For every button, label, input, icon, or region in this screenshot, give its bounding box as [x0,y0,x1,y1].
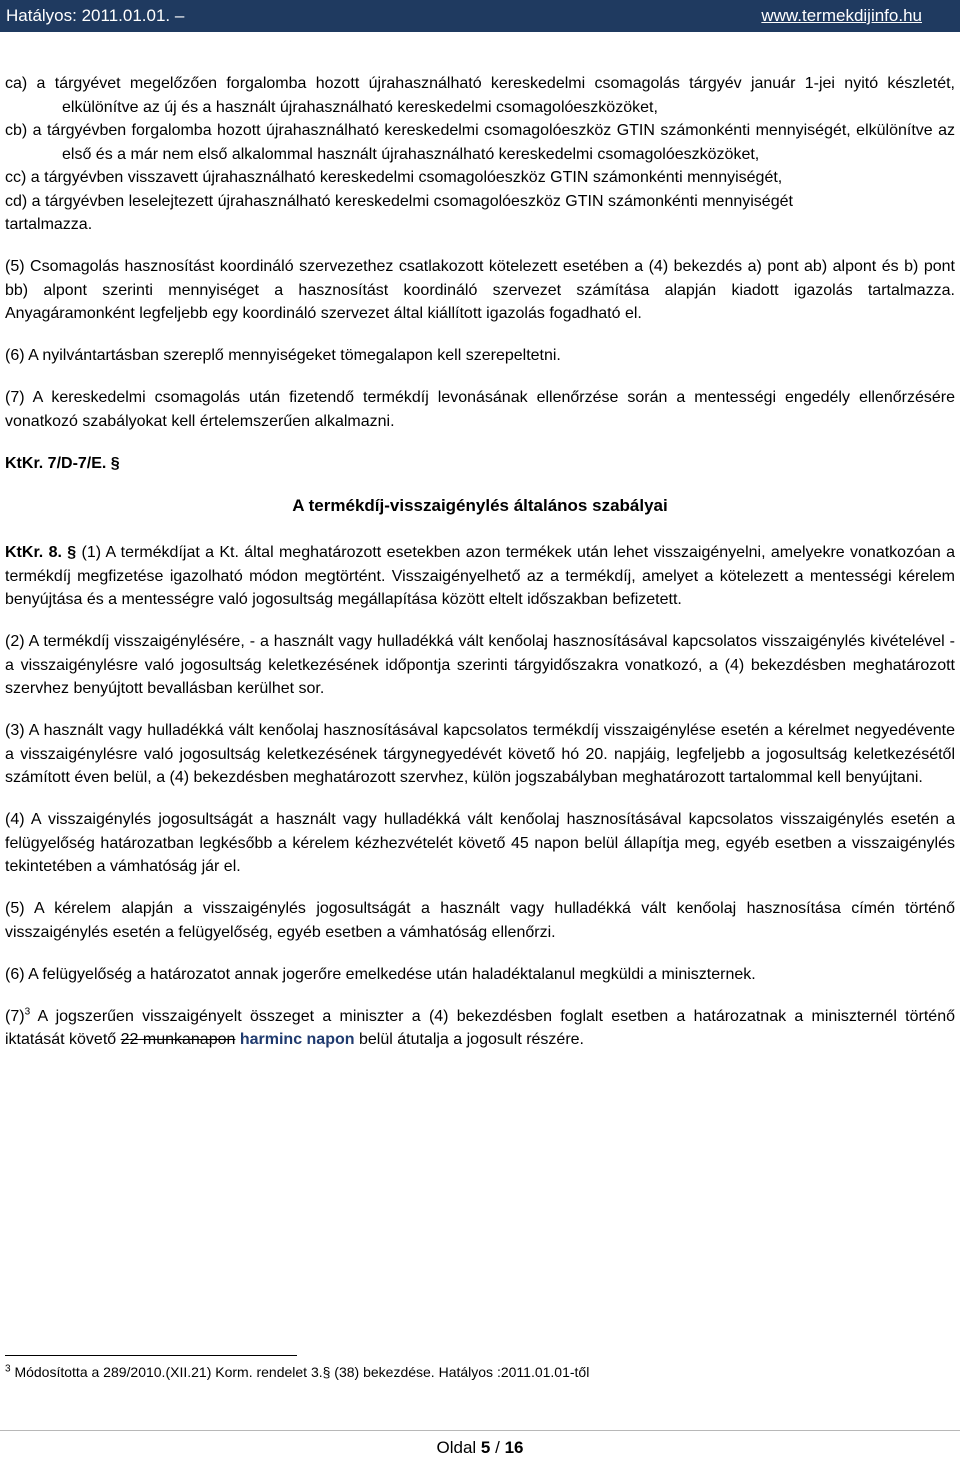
total-pages: 16 [504,1438,524,1457]
paragraph-5: (5) Csomagolás hasznosítást koordináló szervezethez csatlakozott kötelezett esetében a (4) bekezdés a) pont ab) alpont és b) pont bb) alpont szerinti mennyiséget a hasznosítást koordináló szervezet számítása alapján kiadott igazolás tartalmazza. Anyagáramonként legfeljebb egy koordináló szervezet által kiállított igazolás fogadható el. [5,258,955,322]
item-cc: cc) a tárgyévben visszavett újrahasználható kereskedelmi csomagolóeszköz GTIN számonkénti mennyiségét, [5,169,783,186]
footnote-mark: 3 [5,1363,11,1375]
deleted-text: 22 munkanapon [120,1031,236,1048]
p7-main-text: A jogszerűen visszaigényelt összeget a miniszter a (4) bekezdésben foglalt esetben a határozatnak a miniszternél történő iktatását követő [5,1007,955,1048]
footnote-divider [5,1355,297,1356]
footer-divider [0,1430,960,1431]
item-cb: cb) a tárgyévben forgalomba hozott újrahasználható kereskedelmi csomagolóeszköz GTIN számonkénti mennyiségét, elkülönítve az első és a már nem első alkalommal használt újrahasználható kereskedelmi csomagolóeszközöket, [5,122,955,163]
p7-end-text: belül átutalja a jogosult részére. [354,1031,584,1048]
paragraph-7: (7) A kereskedelmi csomagolás után fizetendő termékdíj levonásának ellenőrzése során a mentességi engedély ellenőrzésére vonatkozó szabályokat kell értelemszerűen alkalmazni. [5,389,955,430]
ktkr-8-paragraph-4: (4) A visszaigénylés jogosultságát a használt vagy hulladékká vált kenőolaj hasznosításával kapcsolatos visszaigénylés esetén a felügyelőség határozatban legkésőbb a kérelem kézhezvételét követő 45 napon belül állapítja meg, egyéb esetben a visszaigénylés tekintetében a vámhatóság jár el. [5,811,955,875]
section-title: A termékdíj-visszaigénylés általános szabályai [292,495,668,515]
p7-prefix: (7) [5,1007,25,1025]
page-number [0,1438,960,1458]
items-tail: tartalmazza. [5,216,93,233]
ktkr-8-paragraph-1 [5,541,955,612]
page-header [0,0,960,32]
header-effective-date: Hatályos: 2011.01.01. – [6,6,185,25]
page-prefix: Oldal [436,1438,481,1457]
footnote-reference[interactable]: 3 [24,1006,31,1018]
document-body [5,72,955,1070]
ktkr-8-label: KtKr. 8. § [5,544,77,561]
header-website-link[interactable]: www.termekdijinfo.hu [761,6,922,25]
ktkr-8-paragraph-2: (2) A termékdíj visszaigénylésére, - a használt vagy hulladékká vált kenőolaj hasznosításával kapcsolatos visszaigénylés kivételével - a visszaigénylésre való jogosultság keletkezésének időpontja szerinti tárgyidőszakra vonatkozó, a (4) bekezdésben meghatározott szervhez benyújtott bevallásban kerülhet sor. [5,633,955,697]
footnote [5,1363,955,1381]
item-ca: ca) a tárgyévet megelőzően forgalomba hozott újrahasználható kereskedelmi csomagolás tárgyév január 1-jei nyitó készletét, elkülönítve az új és a használt újrahasználható kereskedelmi csomagolóeszközöket, [5,75,955,116]
ktkr-8-p1-text: (1) A termékdíjat a Kt. által meghatározott esetekben azon termékek után lehet visszaigényelni, amelyekre vonatkozóan a termékdíj megfizetése igazolható módon megtörtént. Visszaigényelhető az a termékdíj, amelyet a kötelezett a mentességi kérelem benyújtása és a mentességre való jogosultság megállapítása között eltelt időszakban befizetett. [5,544,955,608]
paragraph-6: (6) A nyilvántartásban szereplő mennyiségeket tömegalapon kell szerepeltetni. [5,347,561,364]
item-cd: cd) a tárgyévben leselejtezett újrahasználható kereskedelmi csomagolóeszköz GTIN számonkénti mennyiségét [5,192,793,210]
ktkr-8-paragraph-5: (5) A kérelem alapján a visszaigénylés jogosultságát a használt vagy hulladékká vált kenőolaj hasznosítása címén történő visszaigénylés esetén a felügyelőség, egyéb esetben a vámhatóság ellenőrzi. [5,900,955,941]
page-separator: / [490,1438,505,1457]
ktkr-8-paragraph-3: (3) A használt vagy hulladékká vált kenőolaj hasznosításával kapcsolatos termékdíj visszaigénylése esetén a kérelmet negyedévente a visszaigénylésre való jogosultság keletkezésének tárgynegyedévét követő hó 20. napjáig, legfeljebb a jogosultság keletkezésétől számított éven belül, a (4) bekezdésben meghatározott szervhez, külön jogszabályban meghatározott tartalommal kell benyújtani. [5,722,955,786]
ktkr-7-heading: KtKr. 7/D-7/E. § [5,454,120,472]
footnote-text: Módosította a 289/2010.(XII.21) Korm. rendelet 3.§ (38) bekezdése. Hatályos :2011.01.01-től [10,1364,590,1380]
inserted-text: harminc napon [239,1031,355,1048]
ktkr-8-paragraph-7 [5,1005,955,1052]
ktkr-8-paragraph-6: (6) A felügyelőség a határozatot annak jogerőre emelkedése után haladéktalanul megküldi a miniszternek. [5,965,756,983]
current-page: 5 [480,1438,491,1457]
